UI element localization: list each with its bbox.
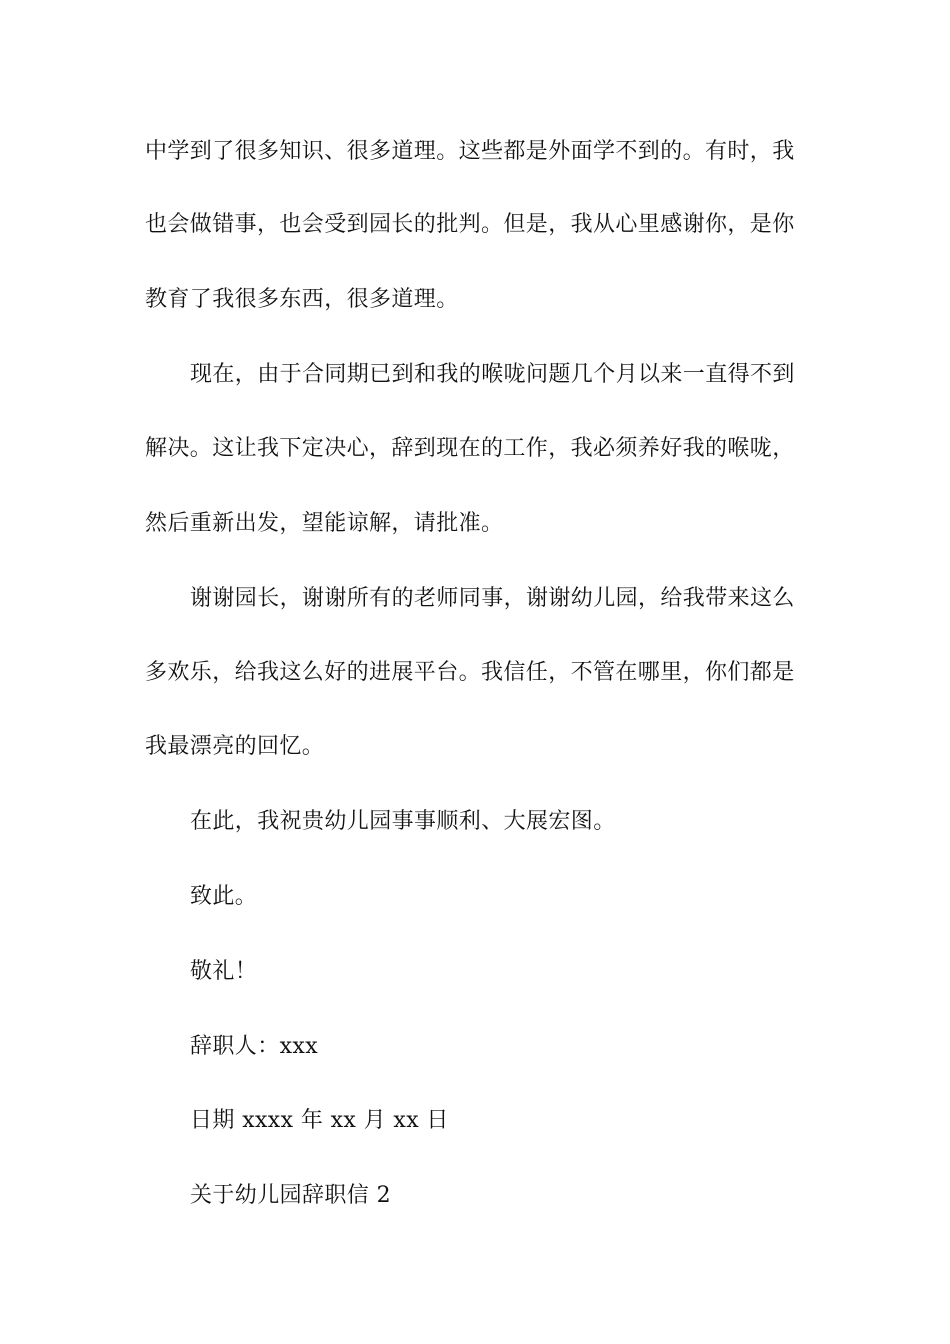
paragraph-line: 在此，我祝贵幼儿园事事顺利、大展宏图。	[190, 809, 616, 834]
paragraph-line: 也会做错事，也会受到园长的批判。但是，我从心里感谢你，是你	[145, 212, 795, 237]
closing-line: 致此。	[190, 884, 258, 909]
paragraph-line: 然后重新出发，望能谅解，请批准。	[145, 511, 504, 536]
paragraph-line: 谢谢园长，谢谢所有的老师同事，谢谢幼儿园，给我带来这么	[190, 586, 795, 611]
date-line: 日期 xxxx 年 xx 月 xx 日	[190, 1108, 449, 1133]
paragraph-line: 我最漂亮的回忆。	[145, 734, 325, 759]
paragraph-line: 多欢乐，给我这么好的进展平台。我信任，不管在哪里，你们都是	[145, 660, 795, 685]
paragraph-line: 中学到了很多知识、很多道理。这些都是外面学不到的。有时，我	[145, 139, 795, 164]
paragraph-line: 解决。这让我下定决心，辞到现在的工作，我必须养好我的喉咙，	[145, 436, 795, 461]
signature-line: 辞职人：xxx	[190, 1034, 319, 1059]
paragraph-line: 教育了我很多东西，很多道理。	[145, 287, 459, 312]
paragraph-line: 现在，由于合同期已到和我的喉咙问题几个月以来一直得不到	[190, 362, 795, 387]
salutation-line: 敬礼！	[190, 959, 258, 984]
section-heading: 关于幼儿园辞职信 2	[190, 1183, 391, 1208]
